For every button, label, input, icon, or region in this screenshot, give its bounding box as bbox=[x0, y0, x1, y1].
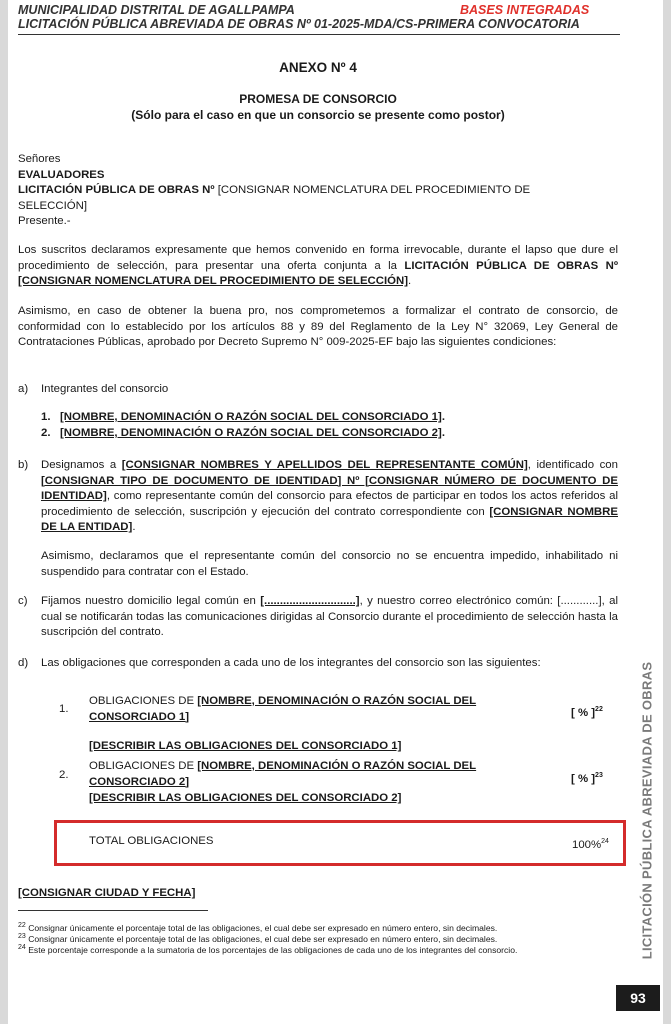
document-page bbox=[8, 0, 663, 1024]
item-a-marker: a) bbox=[18, 383, 29, 395]
obligation-1: OBLIGACIONES DE [NOMBRE, DENOMINACIÓN O RAZÓN SOCIAL DEL CONSORCIADO 1] bbox=[89, 695, 477, 723]
item-d-label: Las obligaciones que corresponden a cada uno de los integrantes del consorcio son las siguientes: bbox=[41, 657, 541, 669]
footnote-23: $^{23}$ Consignar únicamente el porcentaje total de las obligaciones, el cual debe ser expresado en número entero, sin decimales. bbox=[18, 933, 498, 944]
footnote-22: $^{22}$ Consignar únicamente el porcentaje total de las obligaciones, el cual debe ser expresado en número entero, sin decimales. bbox=[18, 922, 498, 933]
header-procedure: LICITACIÓN PÚBLICA ABREVIADA DE OBRAS Nº 01-2025-MDA/CS-PRIMERA CONVOCATORIA bbox=[18, 17, 580, 31]
item-b-text: Designamos a [CONSIGNAR NOMBRES Y APELLIDOS DEL REPRESENTANTE COMÚN], identificado con [CONSIGNAR TIPO DE DOCUMENTO DE IDENTIDAD] Nº [CONSIGNAR NÚMERO DE DOCUMENTO DE IDENTIDAD], como representante común del consorcio para efectos de participar en todos los actos referidos al procedimiento de selección, suscripción y ejecución del contrato correspondiente con [CONSIGNAR NOMBRE DE LA ENTIDAD]. bbox=[41, 459, 618, 534]
salutation-evaluadores: EVALUADORES bbox=[18, 168, 105, 181]
member-1: 1. [NOMBRE, DENOMINACIÓN O RAZÓN SOCIAL DEL CONSORCIADO 1]. bbox=[41, 411, 445, 423]
salutation bbox=[18, 152, 618, 230]
obligation-2-description: [DESCRIBIR LAS OBLIGACIONES DEL CONSORCIADO 2] bbox=[89, 792, 402, 804]
obligation-2-percent: [ % ]$^{23}$ bbox=[571, 772, 603, 785]
salutation-presente: Presente.- bbox=[18, 215, 71, 228]
salutation-licitacion-cont: SELECCIÓN] bbox=[18, 199, 87, 212]
footnote-divider bbox=[18, 910, 208, 911]
paragraph-conditions: Asimismo, en caso de obtener la buena pro, nos comprometemos a formalizar el contrato de consorcio, de conformidad con lo establecido por los artículos 88 y 89 del Reglamento de la Ley N° 32069, Ley General de Contrataciones Públicas, aprobado por Decreto Supremo N° 009-2025-EF bajo las siguientes condiciones: bbox=[18, 305, 618, 349]
salutation-senores: Señores bbox=[18, 153, 61, 165]
header-municipality: MUNICIPALIDAD DISTRITAL DE AGALLPAMPA bbox=[18, 3, 295, 17]
obligation-2-num: 2. bbox=[59, 769, 69, 781]
footnote-24: $^{24}$ Este porcentaje corresponde a la sumatoria de los porcentajes de las obligaciones de cada uno de los integrantes del consorcio. bbox=[18, 944, 518, 955]
header-badge: BASES INTEGRADAS bbox=[460, 3, 590, 17]
header-divider bbox=[18, 34, 620, 35]
salutation-licitacion: LICITACIÓN PÚBLICA DE OBRAS Nº [CONSIGNAR NOMENCLATURA DEL PROCEDIMIENTO DE bbox=[18, 184, 531, 197]
document-title: PROMESA DE CONSORCIO bbox=[239, 92, 397, 106]
item-a-label: Integrantes del consorcio bbox=[41, 383, 169, 395]
member-2: 2. [NOMBRE, DENOMINACIÓN O RAZÓN SOCIAL DEL CONSORCIADO 2]. bbox=[41, 427, 445, 439]
obligation-2: OBLIGACIONES DE [NOMBRE, DENOMINACIÓN O RAZÓN SOCIAL DEL CONSORCIADO 2] bbox=[89, 760, 477, 788]
item-d-marker: d) bbox=[18, 657, 29, 669]
item-b-declaration: Asimismo, declaramos que el representante común del consorcio no se encuentra impedido, inhabilitado ni suspendido para contratar con el Estado. bbox=[41, 550, 618, 578]
obligation-1-percent: [ % ]$^{22}$ bbox=[571, 706, 603, 719]
item-b-marker: b) bbox=[18, 459, 29, 471]
annex-title: ANEXO Nº 4 bbox=[279, 60, 357, 75]
item-c-text: Fijamos nuestro domicilio legal común en [.............................], y nuestro correo electrónico común: [............], al cual se notificarán todas las comunicaciones dirigidas al Consorcio durante el procedimiento de selección hasta la suscripción del contrato. bbox=[41, 595, 618, 639]
side-procedure-label: LICITACIÓN PÚBLICA ABREVIADA DE OBRAS bbox=[639, 661, 655, 959]
city-date: [CONSIGNAR CIUDAD Y FECHA] bbox=[18, 887, 196, 899]
obligation-1-num: 1. bbox=[59, 703, 69, 715]
page-number: 93 bbox=[616, 985, 660, 1011]
obligation-1-description: [DESCRIBIR LAS OBLIGACIONES DEL CONSORCIADO 1] bbox=[89, 740, 402, 752]
document-subtitle: (Sólo para el caso en que un consorcio se presente como postor) bbox=[131, 108, 505, 122]
item-c-marker: c) bbox=[18, 595, 28, 607]
paragraph-declaration: Los suscritos declaramos expresamente que hemos convenido en forma irrevocable, durante el lapso que dure el procedimiento de selección, para presentar una oferta conjunta a la LICITACIÓN PÚBLICA DE OBRAS Nº [CONSIGNAR NOMENCLATURA DEL PROCEDIMIENTO DE SELECCIÓN]. bbox=[18, 244, 618, 288]
total-value: 100%$^{24}$ bbox=[572, 838, 609, 851]
total-label: TOTAL OBLIGACIONES bbox=[89, 835, 214, 847]
